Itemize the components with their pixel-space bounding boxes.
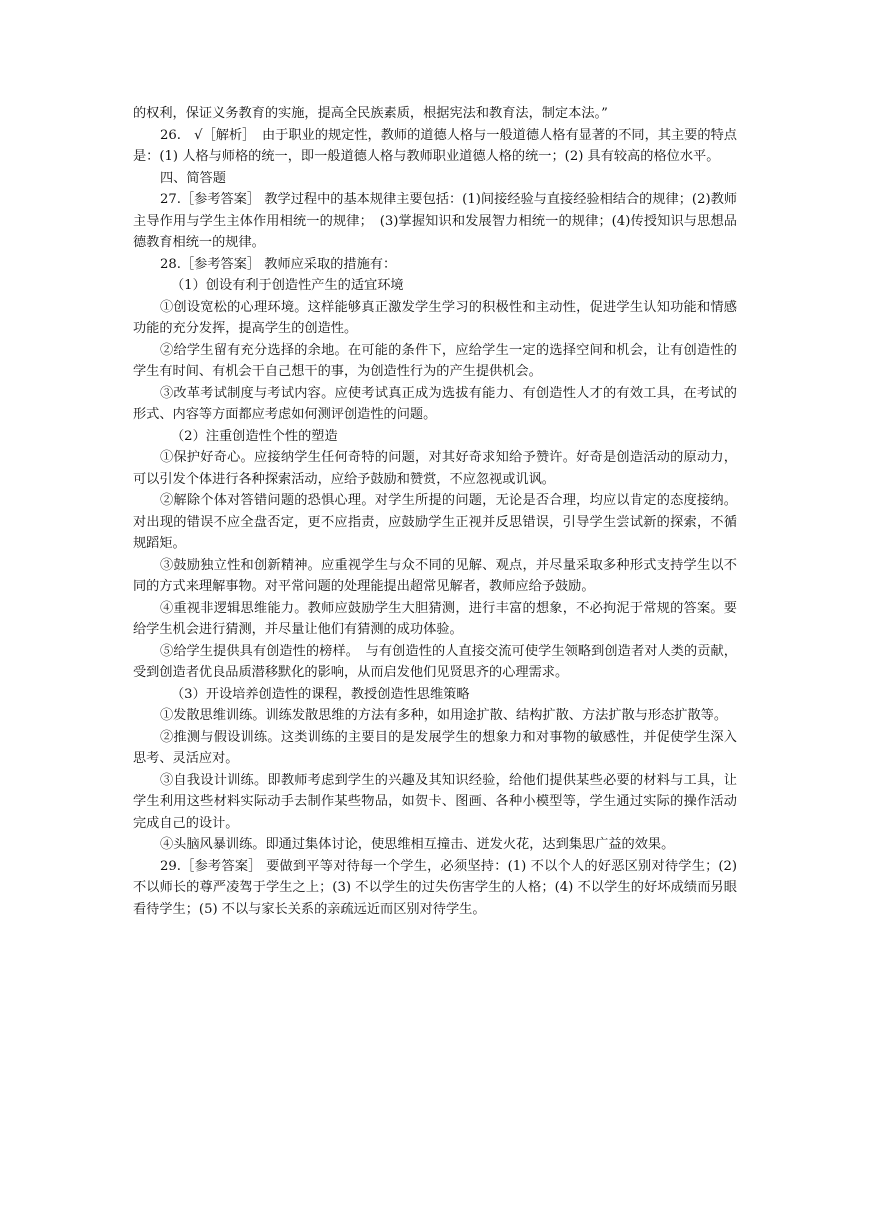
document-page xyxy=(133,103,737,920)
list-item: ③鼓励独立性和创新精神。应重视学生与众不同的见解、观点，并尽量采取多种形式支持学生以不同的方式来理解事物。对平常问题的处理能提出超常见解者，教师应给予鼓励。 xyxy=(133,557,737,594)
list-item: ①创设宽松的心理环境。这样能够真正激发学生学习的积极性和主动性，促进学生认知功能和情感功能的充分发挥，提高学生的创造性。 xyxy=(133,299,737,336)
answer-27: 27.［参考答案］ 教学过程中的基本规律主要包括：(1)间接经验与直接经验相结合的规律；(2)教师主导作用与学生主体作用相统一的规律； (3)掌握知识和发展智力相统一的规律；(4)传授知识与思想品德教育相统一的规律。 xyxy=(133,192,737,250)
list-item: ⑤给学生提供具有创造性的榜样。 与有创造性的人直接交流可使学生领略到创造者对人类的贡献，受到创造者优良品质潜移默化的影响，从而启发他们见贤思齐的心理需求。 xyxy=(133,643,737,680)
list-item: ③自我设计训练。即教师考虑到学生的兴趣及其知识经验，给他们提供某些必要的材料与工具，让学生利用这些材料实际动手去制作某些物品，如贺卡、图画、各种小模型等，学生通过实际的操作活动完成自己的设计。 xyxy=(133,772,737,831)
list-item: ④头脑风暴训练。即通过集体讨论，使思维相互撞击、迸发火花，达到集思广益的效果。 xyxy=(160,837,675,852)
list-item: ②给学生留有充分选择的余地。在可能的条件下，应给学生一定的选择空间和机会，让有创造性的学生有时间、有机会干自己想干的事，为创造性行为的产生提供机会。 xyxy=(133,342,737,379)
subheading-2: （2）注重创造性个性的塑造 xyxy=(171,428,338,444)
paragraph-continuation: 的权利，保证义务教育的实施，提高全民族素质，根据宪法和教育法，制定本法。” xyxy=(133,106,608,121)
answer-29: 29.［参考答案］ 要做到平等对待每一个学生，必须坚持：(1) 不以个人的好恶区别对待学生；(2) 不以师长的尊严凌驾于学生之上；(3) 不以学生的过失伤害学生的人格；(4) 不以学生的好坏成绩而另眼看待学生；(5) 不以与家长关系的亲疏远近而区别对待学生。 xyxy=(133,858,737,917)
list-item: ②推测与假设训练。这类训练的主要目的是发展学生的想象力和对事物的敏感性，并促使学生深入思考、灵活应对。 xyxy=(133,729,737,766)
section-heading: 四、简答题 xyxy=(160,170,226,186)
list-item: ②解除个体对答错问题的恐惧心理。对学生所提的问题，无论是否合理，均应以肯定的态度接纳。对出现的错误不应全盘否定，更不应指责，应鼓励学生正视并反思错误，引导学生尝试新的探索，不循规蹈矩。 xyxy=(133,493,737,551)
subheading-3: （3）开设培养创造性的课程，教授创造性思维策略 xyxy=(171,686,470,702)
answer-28: 28.［参考答案］ 教师应采取的措施有： xyxy=(160,256,397,272)
list-item: ③改革考试制度与考试内容。应使考试真正成为选拔有能力、有创造性人才的有效工具，在考试的形式、内容等方面都应考虑如何测评创造性的问题。 xyxy=(133,385,737,422)
list-item: ①保护好奇心。应接纳学生任何奇特的问题，对其好奇求知给予赞许。好奇是创造活动的原动力，可以引发个体进行各种探索活动，应给予鼓励和赞赏，不应忽视或讥讽。 xyxy=(133,450,737,487)
list-item: ①发散思维训练。训练发散思维的方法有多种，如用途扩散、结构扩散、方法扩散与形态扩散等。 xyxy=(160,708,728,723)
list-item: ④重视非逻辑思维能力。教师应鼓励学生大胆猜测，进行丰富的想象，不必拘泥于常规的答案。要给学生机会进行猜测，并尽量让他们有猜测的成功体验。 xyxy=(133,600,737,637)
answer-26: 26. √［解析］ 由于职业的规定性，教师的道德人格与一般道德人格有显著的不同，其主要的特点是：(1) 人格与师格的统一，即一般道德人格与教师职业道德人格的统一；(2) 具有较高的格位水平。 xyxy=(133,127,737,164)
subheading-1: （1）创设有利于创造性产生的适宜环境 xyxy=(171,278,404,293)
